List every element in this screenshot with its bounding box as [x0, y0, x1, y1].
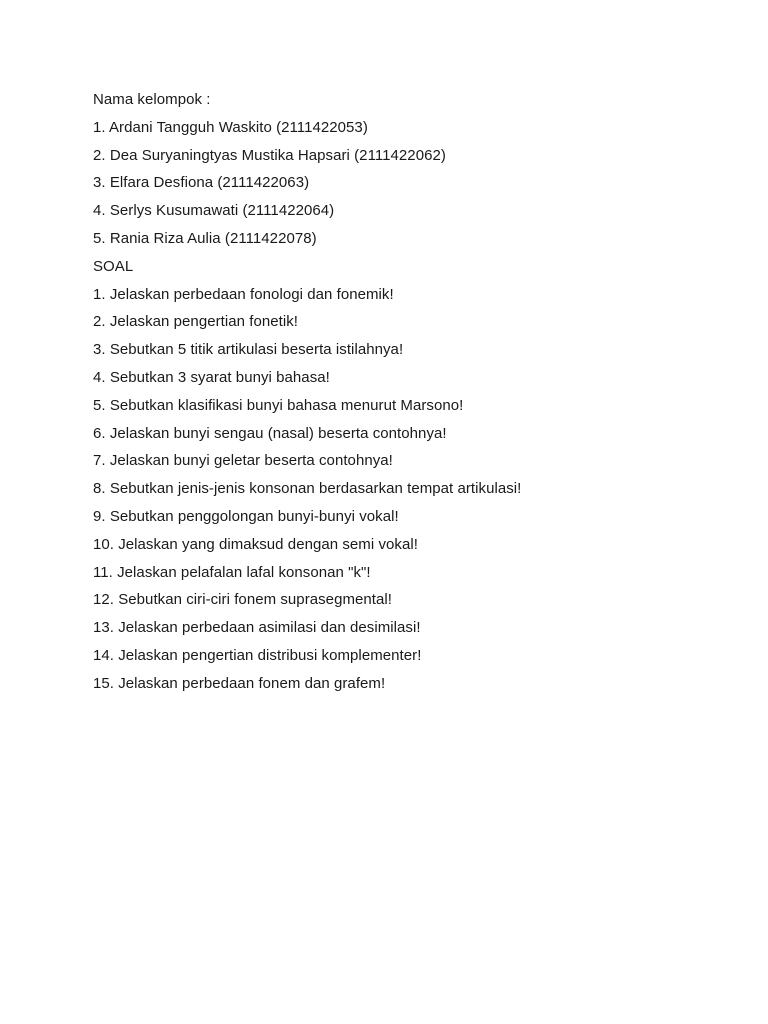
group-member-list: [93, 114, 713, 253]
group-member: 4. Serlys Kusumawati (2111422064): [93, 202, 335, 220]
question-list: [93, 281, 713, 698]
question-item: 10. Jelaskan yang dimaksud dengan semi vokal!: [93, 535, 418, 553]
question-item: 13. Jelaskan perbedaan asimilasi dan desimilasi!: [93, 619, 421, 637]
question-item: 5. Sebutkan klasifikasi bunyi bahasa menurut Marsono!: [93, 396, 464, 414]
question-item: 14. Jelaskan pengertian distribusi komplementer!: [93, 646, 422, 664]
group-member: 2. Dea Suryaningtyas Mustika Hapsari (2111422062): [93, 146, 446, 164]
question-item: 8. Sebutkan jenis-jenis konsonan berdasarkan tempat artikulasi!: [93, 480, 522, 498]
group-member: 5. Rania Riza Aulia (2111422078): [93, 229, 317, 247]
question-item: 9. Sebutkan penggolongan bunyi-bunyi vokal!: [93, 507, 399, 525]
question-item: 15. Jelaskan perbedaan fonem dan grafem!: [93, 674, 386, 692]
question-item: 3. Sebutkan 5 titik artikulasi beserta istilahnya!: [93, 341, 404, 359]
question-item: 4. Sebutkan 3 syarat bunyi bahasa!: [93, 368, 330, 386]
questions-heading: SOAL: [93, 257, 134, 275]
group-heading: Nama kelompok :: [93, 91, 211, 108]
question-item: 6. Jelaskan bunyi sengau (nasal) beserta contohnya!: [93, 424, 447, 442]
question-item: 12. Sebutkan ciri-ciri fonem suprasegmental!: [93, 591, 393, 609]
question-item: 11. Jelaskan pelafalan lafal konsonan "k"!: [93, 563, 371, 581]
question-item: 1. Jelaskan perbedaan fonologi dan fonemik!: [93, 285, 394, 303]
group-member: 3. Elfara Desfiona (2111422063): [93, 174, 310, 192]
question-item: 2. Jelaskan pengertian fonetik!: [93, 313, 299, 331]
question-item: 7. Jelaskan bunyi geletar beserta contohnya!: [93, 452, 393, 470]
group-member: 1. Ardani Tangguh Waskito (2111422053): [93, 118, 368, 136]
document-body: [93, 86, 713, 698]
